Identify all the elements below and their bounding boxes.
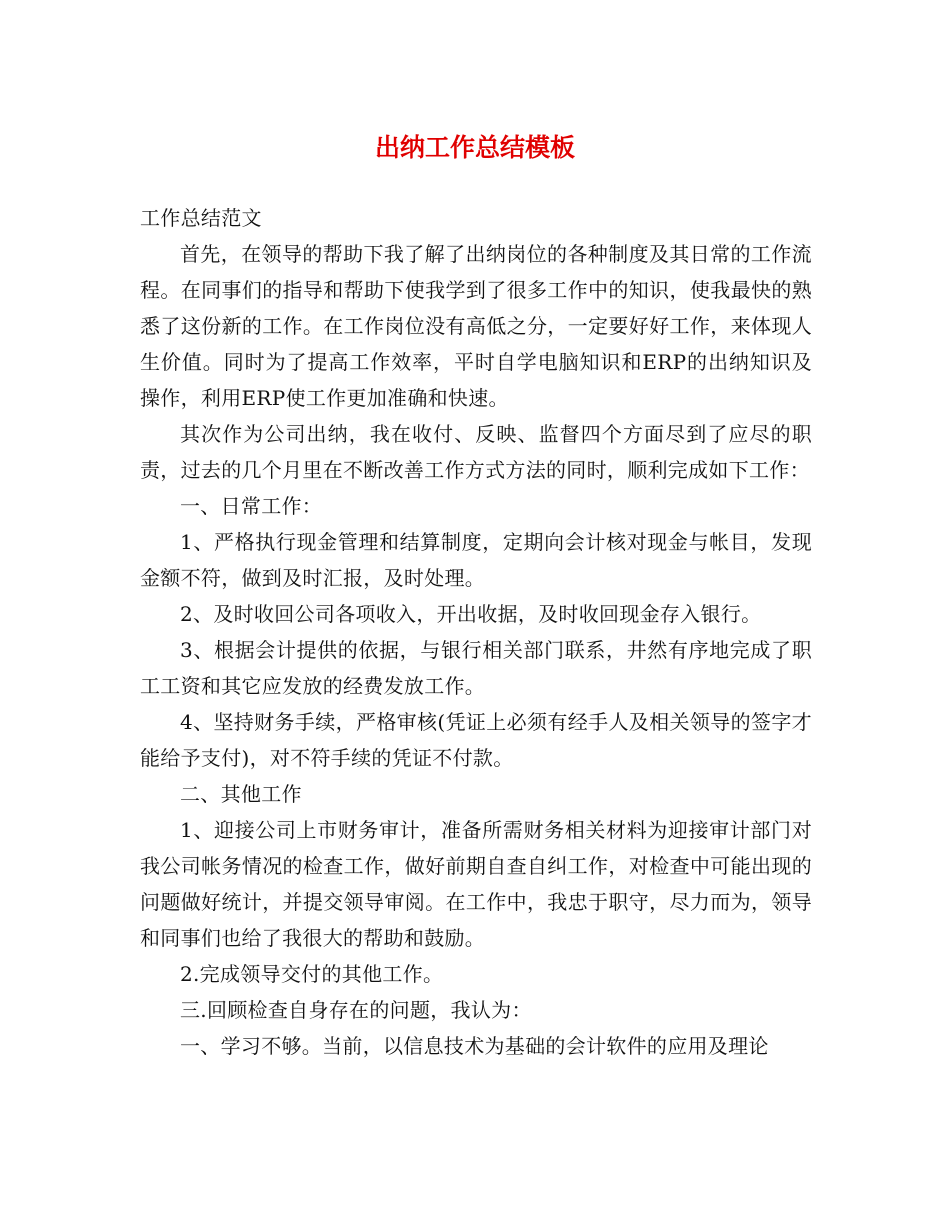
paragraph: 1、严格执行现金管理和结算制度，定期向会计核对现金与帐目，发现金额不符，做到及时汇报，及时处理。 xyxy=(140,530,812,590)
paragraph: 2.完成领导交付的其他工作。 xyxy=(180,962,444,986)
paragraph: 2、及时收回公司各项收入，开出收据，及时收回现金存入银行。 xyxy=(180,602,762,626)
paragraph: 3、根据会计提供的依据，与银行相关部门联系，井然有序地完成了职工工资和其它应发放的经费发放工作。 xyxy=(140,638,812,698)
paragraph: 三.回顾检查自身存在的问题，我认为： xyxy=(180,998,532,1022)
paragraph: 首先，在领导的帮助下我了解了出纳岗位的各种制度及其日常的工作流程。在同事们的指导和帮助下使我学到了很多工作中的知识，使我最快的熟悉了这份新的工作。在工作岗位没有高低之分，一定要好好工作，来体现人生价值。同时为了提高工作效率，平时自学电脑知识和ERP的出纳知识及操作，利用ERP使工作更加准确和快速。 xyxy=(140,242,812,410)
paragraph: 一、日常工作： xyxy=(180,494,323,518)
document-title: 出纳工作总结模板 xyxy=(374,133,575,162)
document-body xyxy=(140,200,812,1064)
paragraph: 工作总结范文 xyxy=(140,206,262,230)
paragraph: 二、其他工作 xyxy=(180,782,302,806)
paragraph: 4、坚持财务手续，严格审核(凭证上必须有经手人及相关领导的签字才能给予支付)，对不符手续的凭证不付款。 xyxy=(140,710,812,770)
paragraph: 一、学习不够。当前，以信息技术为基础的会计软件的应用及理论 xyxy=(180,1034,769,1058)
paragraph: 其次作为公司出纳，我在收付、反映、监督四个方面尽到了应尽的职责，过去的几个月里在不断改善工作方式方法的同时，顺利完成如下工作： xyxy=(140,422,812,482)
paragraph: 1、迎接公司上市财务审计，准备所需财务相关材料为迎接审计部门对我公司帐务情况的检查工作，做好前期自查自纠工作，对检查中可能出现的问题做好统计，并提交领导审阅。在工作中，我忠于职守，尽力而为，领导和同事们也给了我很大的帮助和鼓励。 xyxy=(140,818,812,950)
